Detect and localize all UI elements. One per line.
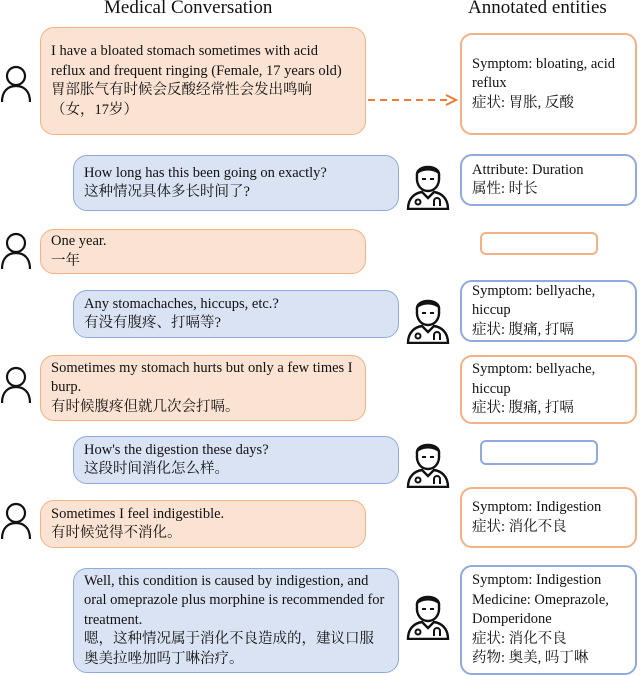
message-zh: 这段时间消化怎么样。 xyxy=(84,461,229,477)
entity-line: 症状: 消化不良 xyxy=(472,518,567,535)
doctor-icon xyxy=(405,588,451,645)
patient-message-bubble xyxy=(40,355,366,421)
patient-user-icon xyxy=(0,65,32,108)
message-en: Any stomachaches, hiccups, etc.? xyxy=(84,295,279,312)
dashed-arrow-icon xyxy=(366,92,460,108)
entity-line: Attribute: Duration xyxy=(472,161,584,178)
empty-entity-box xyxy=(480,232,598,255)
entity-line: Symptom: Indigestion xyxy=(472,572,602,589)
message-zh: 胃部胀气有时候会反酸经常性会发出鸣响（女，17岁） xyxy=(51,82,312,118)
entity-line: Symptom: bloating, acid reflux xyxy=(472,55,615,92)
patient-user-icon xyxy=(0,366,32,409)
entity-line: 药物: 奥美, 吗丁啉 xyxy=(472,650,589,667)
doctor-icon xyxy=(405,158,451,215)
doctor-icon xyxy=(405,436,451,493)
message-en: Sometimes I feel indigestible. xyxy=(51,505,225,522)
doctor-message-bubble xyxy=(73,155,399,211)
message-zh: 有没有腹疼、打嗝等? xyxy=(84,315,221,331)
message-zh: 有时候腹疼但就几次会打嗝。 xyxy=(51,398,240,415)
entity-box xyxy=(460,154,637,206)
patient-message-bubble xyxy=(40,27,366,135)
message-zh: 嗯，这种情况属于消化不良造成的，建议口服奥美拉唑加吗丁啉治疗。 xyxy=(84,631,374,667)
empty-entity-box xyxy=(480,440,598,465)
entity-line: Symptom: bellyache, hiccup xyxy=(472,361,596,397)
message-en: Sometimes my stomach hurts but only a few times I burp. xyxy=(51,359,353,396)
entity-line: Symptom: Indigestion xyxy=(472,499,602,515)
message-en: Well, this condition is caused by indigestion, and oral omeprazole plus morphine is recommended for treatment. xyxy=(84,572,385,628)
entities-header: Annotated entities xyxy=(468,0,607,18)
patient-user-icon xyxy=(0,232,32,275)
entity-box xyxy=(460,33,637,135)
patient-user-icon xyxy=(0,502,32,545)
message-en: How's the digestion these days? xyxy=(84,441,269,458)
entity-box xyxy=(460,565,637,675)
doctor-message-bubble xyxy=(73,290,399,338)
patient-message-bubble xyxy=(40,500,366,548)
conversation-header: Medical Conversation xyxy=(104,0,273,18)
message-zh: 这种情况具体多长时间了? xyxy=(84,184,250,200)
entity-line: 症状: 腹痛, 打嗝 xyxy=(472,400,574,417)
message-zh: 有时候觉得不消化。 xyxy=(51,525,182,541)
message-en: How long has this been going on exactly? xyxy=(84,164,327,181)
doctor-icon xyxy=(405,292,451,349)
entity-box xyxy=(460,355,637,424)
entity-line: Medicine: Omeprazole, Domperidone xyxy=(472,591,609,628)
entity-box xyxy=(460,280,637,342)
message-en: One year. xyxy=(51,233,107,249)
entity-line: 症状: 消化不良 xyxy=(472,630,567,647)
entity-line: 症状: 腹痛, 打嗝 xyxy=(472,321,574,338)
message-zh: 一年 xyxy=(51,252,80,269)
doctor-message-bubble xyxy=(73,436,399,484)
message-en: I have a bloated stomach sometimes with acid reflux and frequent ringing (Female, 17 years old) xyxy=(51,43,342,79)
patient-message-bubble xyxy=(40,229,366,274)
doctor-message-bubble xyxy=(73,568,399,673)
entity-line: 症状: 胃胀, 反酸 xyxy=(472,94,574,111)
entity-line: Symptom: bellyache, hiccup xyxy=(472,282,596,319)
entity-box xyxy=(460,487,637,548)
entity-line: 属性: 时长 xyxy=(472,181,538,197)
